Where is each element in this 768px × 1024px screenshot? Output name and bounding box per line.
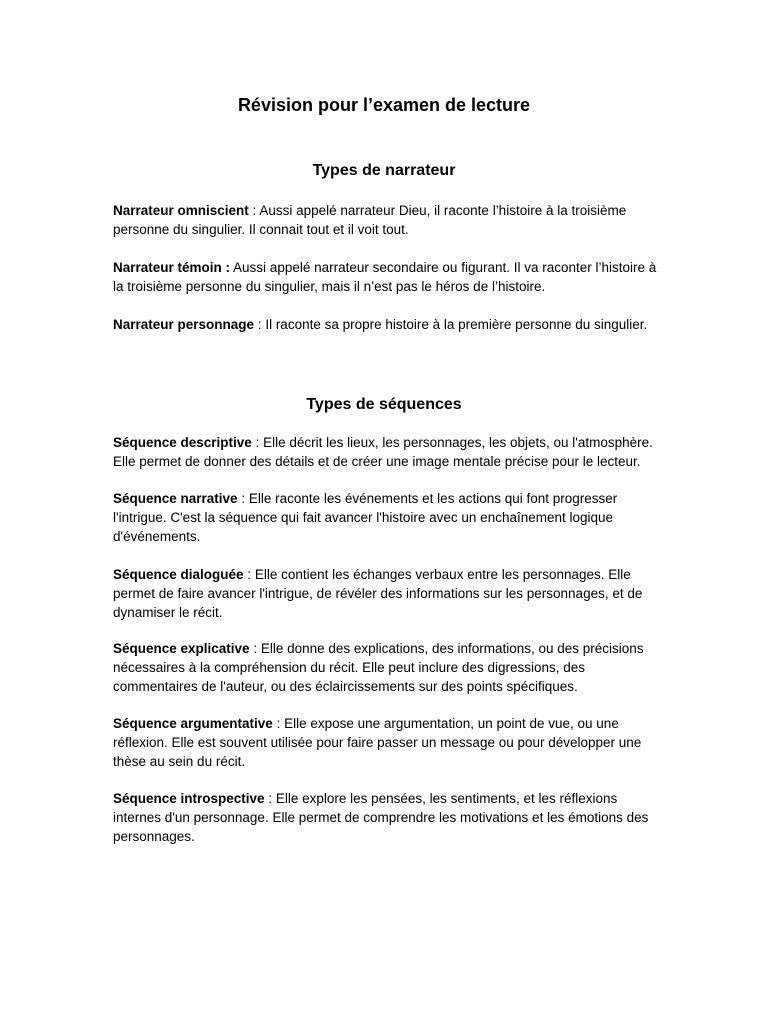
definition-separator: : — [249, 641, 261, 656]
definition-separator: : — [251, 435, 264, 450]
definition-term: Narrateur témoin : — [113, 260, 231, 275]
definition-narrateur-omniscient — [113, 201, 661, 239]
definition-sequence-argumentative — [113, 714, 661, 771]
definition-text: Il raconte sa propre histoire à la première personne du singulier. — [265, 317, 648, 332]
definition-narrateur-temoin — [113, 258, 661, 296]
definition-separator: : — [243, 567, 255, 582]
definition-term: Séquence dialoguée — [113, 567, 244, 582]
definition-separator: : — [264, 791, 276, 806]
definition-separator: : — [254, 317, 266, 332]
definition-text: Elle raconte les événements et les actions qui font progresser l'intrigue. C'est la séquence qui fait avancer l'histoire avec un enchaînement logique d'événements. — [113, 491, 618, 544]
definition-text: Elle décrit les lieux, les personnages, les objets, ou l'atmosphère. Elle permet de donner des détails et de créer une image mentale précise pour le lecteur. — [113, 435, 653, 469]
definition-sequence-narrative — [113, 489, 661, 546]
definition-sequence-introspective — [113, 789, 661, 846]
section-heading-sequences: Types de séquences — [306, 396, 462, 413]
definition-text: Elle expose une argumentation, un point de vue, ou une réflexion. Elle est souvent utilisée pour faire passer un message ou pour développer une thèse au sein du récit. — [113, 716, 642, 769]
definition-separator: : — [237, 491, 249, 506]
definition-term: Séquence introspective — [113, 791, 265, 806]
definition-term: Narrateur omniscient — [113, 203, 249, 218]
definition-sequence-dialoguee — [113, 565, 661, 622]
definition-separator: : — [272, 716, 285, 731]
definition-sequence-descriptive — [113, 433, 661, 471]
definition-separator: : — [248, 203, 260, 218]
definition-term: Séquence narrative — [113, 491, 238, 506]
definition-text: Elle donne des explications, des informations, ou des précisions nécessaires à la compréhension du récit. Elle peut inclure des digressions, des commentaires de l'auteur, ou des éclaircissements sur des points spécifiques. — [113, 641, 644, 694]
document-title: Révision pour l’examen de lecture — [237, 95, 531, 115]
definition-sequence-explicative — [113, 639, 661, 696]
definition-term: Séquence descriptive — [113, 435, 252, 450]
definition-term: Séquence explicative — [113, 641, 250, 656]
definition-text: Elle contient les échanges verbaux entre les personnages. Elle permet de faire avancer l'intrigue, de révéler des informations sur les personnages, et de dynamiser le récit. — [113, 567, 643, 620]
section-heading-narrateur: Types de narrateur — [312, 162, 456, 179]
definition-text: Aussi appelé narrateur secondaire ou figurant. Il va raconter l’histoire à la troisième personne du singulier, mais il n’est pas le héros de l’histoire. — [113, 260, 657, 294]
definition-text: Aussi appelé narrateur Dieu, il raconte l’histoire à la troisième personne du singulier. Il connait tout et il voit tout. — [113, 203, 627, 237]
definition-text: Elle explore les pensées, les sentiments, et les réflexions internes d'un personnage. Elle permet de comprendre les motivations et les émotions des personnages. — [113, 791, 649, 844]
definition-term: Narrateur personnage — [113, 317, 255, 332]
definition-term: Séquence argumentative — [113, 716, 273, 731]
definition-narrateur-personnage — [113, 315, 661, 334]
